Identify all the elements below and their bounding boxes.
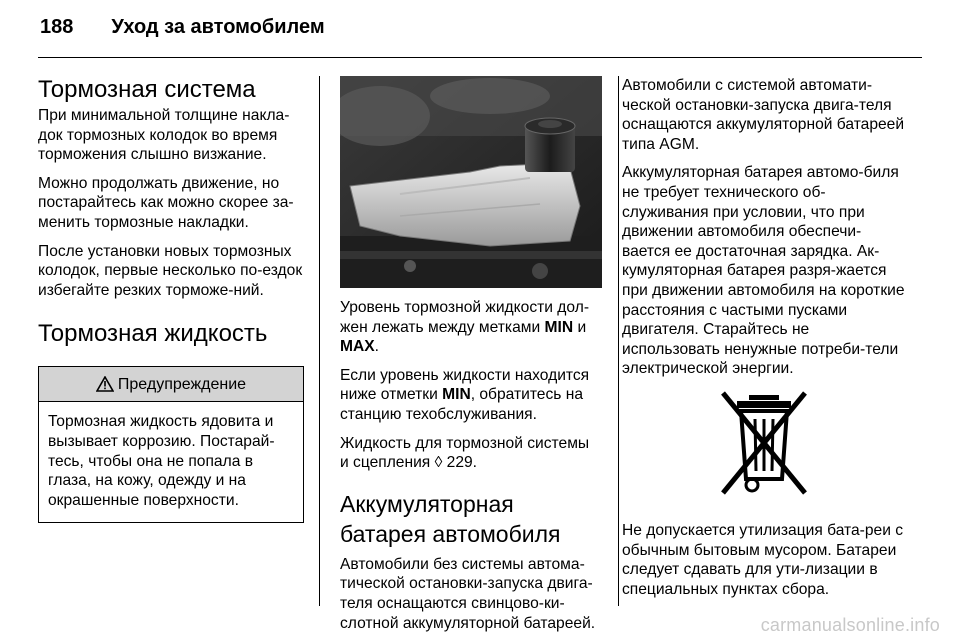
paragraph: После установки новых тормозных колодок, первые несколько по-ездок избегайте резких торможе-ний. — [38, 242, 303, 299]
max-mark: MAX — [340, 338, 375, 356]
column-middle — [340, 76, 602, 642]
warning-box — [38, 366, 304, 523]
watermark: carmanualsonline.info — [760, 615, 940, 635]
section-title-brake-system: Тормозная система — [38, 76, 256, 103]
page-number: 188 — [40, 16, 74, 38]
brake-fluid-reservoir-photo — [340, 76, 602, 288]
chapter-title: Уход за автомобилем — [111, 16, 325, 38]
page-reference-icon: ◊ — [434, 454, 443, 472]
column-divider — [319, 76, 320, 606]
min-mark: MIN — [442, 386, 471, 404]
paragraph: Можно продолжать движение, но постарайтесь как можно скорее за-менить тормозные накладки. — [38, 174, 294, 231]
warning-triangle-icon — [96, 376, 114, 392]
fluid-reference: Жидкость для тормозной системы и сцепления ◊ 229. — [340, 434, 590, 472]
warning-header — [39, 367, 303, 402]
paragraph: Аккумуляторная батарея автомо-биля не требует технического об-служивания при условии, что при движении автомобиля обеспечи-вается ее достаточная зарядка. Ак-кумуляторная батарея разря-жается при движении автомобиля на короткие расстояния с частыми пусками двигателя. Старайтесь не использовать ненужные потреби-тели электрической энергии. — [622, 164, 905, 378]
recycling-symbol — [622, 389, 906, 501]
page-reference-link[interactable]: 229. — [442, 454, 477, 472]
low-level-instruction: Если уровень жидкости находится ниже отметки MIN, обратитесь на станцию техобслуживания. — [340, 366, 590, 423]
section-title-battery: Аккумуляторная батарея автомобиля — [340, 490, 561, 547]
section-title-brake-fluid: Тормозная жидкость — [38, 320, 268, 348]
crossed-out-bin-icon — [719, 389, 809, 501]
paragraph: Не допускается утилизация бата-реи с обычным бытовым мусором. Батареи следует сдавать для ути-лизации в специальных пунктах сбора. — [622, 521, 904, 598]
paragraph: При минимальной толщине накла-док тормозных колодок во время торможения слышно визжание. — [38, 107, 290, 164]
warning-title: Предупреждение — [117, 375, 247, 393]
page-header — [40, 16, 325, 46]
warning-text: Тормозная жидкость ядовита и вызывает коррозию. Постарай-тесь, чтобы она не попала в глаза, на кожу, одежду и на окрашенные поверхности. — [48, 413, 275, 509]
min-mark: MIN — [544, 318, 574, 336]
column-divider — [618, 76, 619, 606]
column-right — [622, 76, 906, 608]
level-instruction: Уровень тормозной жидкости дол-жен лежать между метками MIN и MAX. — [340, 299, 590, 356]
paragraph: Автомобили без системы автома-тической остановки-запуска двига-теля оснащаются свинцово-ки-слотной аккумуляторной батареей. — [340, 555, 596, 632]
header-rule — [38, 57, 922, 58]
column-left — [38, 76, 304, 523]
paragraph: Автомобили с системой автомати-ческой остановки-запуска двига-теля оснащаются аккумуляторной батареей типа AGM. — [622, 77, 905, 153]
